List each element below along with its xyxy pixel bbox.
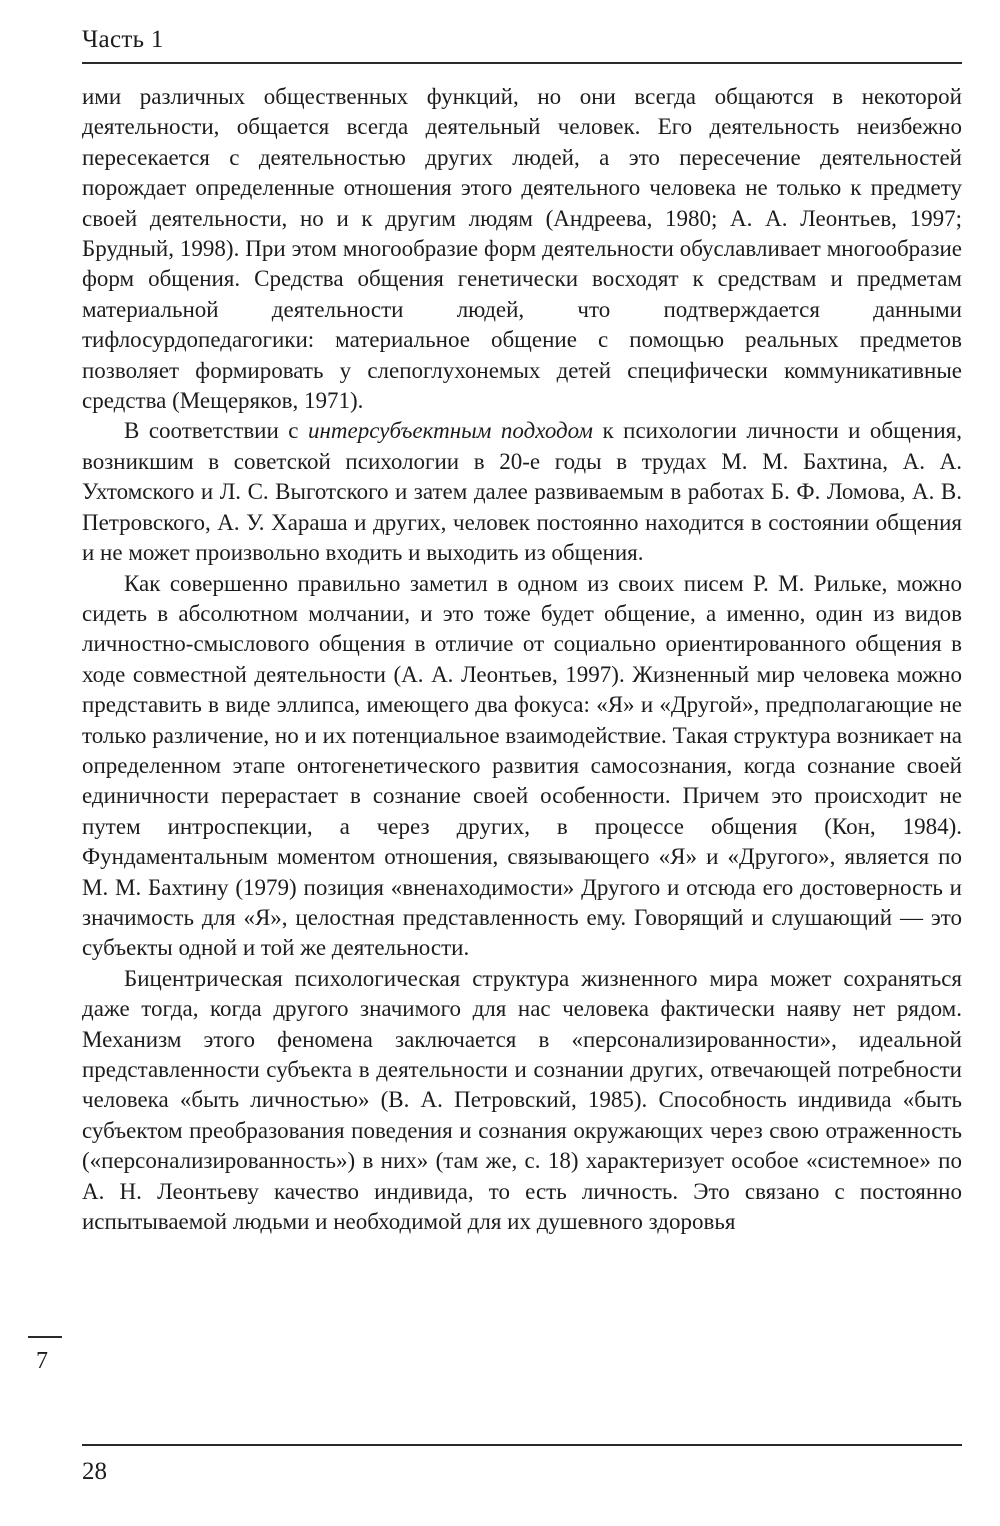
header-rule [82, 62, 962, 64]
page-number: 28 [82, 1458, 107, 1485]
paragraph-bicentric: Бицентрическая психологическая структура жизненного мира может сохраняться даже тогда, когда другого значимого для нас человека фактически наяву нет рядом. Механизм этого феномена заключается в «персонализированности», идеальной представленности субъекта в деятельности и сознании других, отвечающей потребности человека «быть личностью» (В. А. Петровский, 1985). Способность индивида «быть субъектом преобразования поведения и сознания окружающих через свою отраженность («персонализированность») в них» (там же, с. 18) характеризует особое «системное» по А. Н. Леонтьеву качество индивида, то есть личность. Это связано с постоянно испытываемой людьми и необходимой для их душевного здоровья [82, 965, 962, 1235]
footer-rule [82, 1444, 962, 1446]
paragraph-text-lead: В соответствии с [124, 418, 309, 444]
running-header: Часть 1 [82, 26, 164, 53]
page-body [82, 72, 962, 1237]
paragraph-rilke: Как совершенно правильно заметил в одном из своих писем Р. М. Рильке, можно сидеть в абсолютном молчании, и это тоже будет общение, а именно, один из видов личностно-смыслового общения в отличие от социально ориентированного общения в ходе совместной деятельности (А. А. Леонтьев, 1997). Жизненный мир человека можно представить в виде эллипса, имеющего два фокуса: «Я» и «Другой», предполагающие не только различение, но и их потенциальное взаимодействие. Такая структура возникает на определенном этапе онтогенетического развития самосознания, когда сознание своей единичности перерастает в сознание своей особенности. Причем это происходит не путем интроспекции, а через других, в процессе общения (Кон, 1984). Фундаментальным моментом отношения, связывающего «Я» и «Другого», является по М. М. Бахтину (1979) позиция «вненаходимости» Другого и отсюда его достоверность и значимость для «Я», целостная представленность ему. Говорящий и слушающий — это субъекты одной и той же деятельности. [82, 570, 962, 961]
chapter-marker-rule [28, 1336, 62, 1338]
paragraph-intersubjective [82, 416, 962, 568]
emphasized-term: интерсубъектным подходом [308, 418, 593, 444]
chapter-marker-number: 7 [36, 1348, 48, 1374]
paragraph-text-rest: к психологии личности и общения, возникшим в советской психологии в 20-е годы в трудах М. М. Бахтина, А. А. Ухтомского и Л. С. Выготского и затем далее развиваемым в работах Б. Ф. Ломова, А. В. Петровского, А. У. Хараша и других, человек постоянно находится в состоянии общения и не может произвольно входить и выходить из общения. [82, 418, 963, 566]
paragraph-continuation: ими различных общественных функций, но они всегда общаются в некоторой деятельности, общается всегда деятельный человек. Его деятельность неизбежно пересекается с деятельностью других людей, а это пересечение деятельностей порождает определенные отношения этого деятельного человека не только к предмету своей деятельности, но и к другим людям (Андреева, 1980; А. А. Леонтьев, 1997; Брудный, 1998). При этом многообразие форм деятельности обуславливает многообразие форм общения. Средства общения генетически восходят к средствам и предметам материальной деятельности людей, что подтверждается данными тифлосурдопедагогики: материальное общение с помощью реальных предметов позволяет формировать у слепоглухонемых детей специфически коммуникативные средства (Мещеряков, 1971). [82, 84, 962, 414]
